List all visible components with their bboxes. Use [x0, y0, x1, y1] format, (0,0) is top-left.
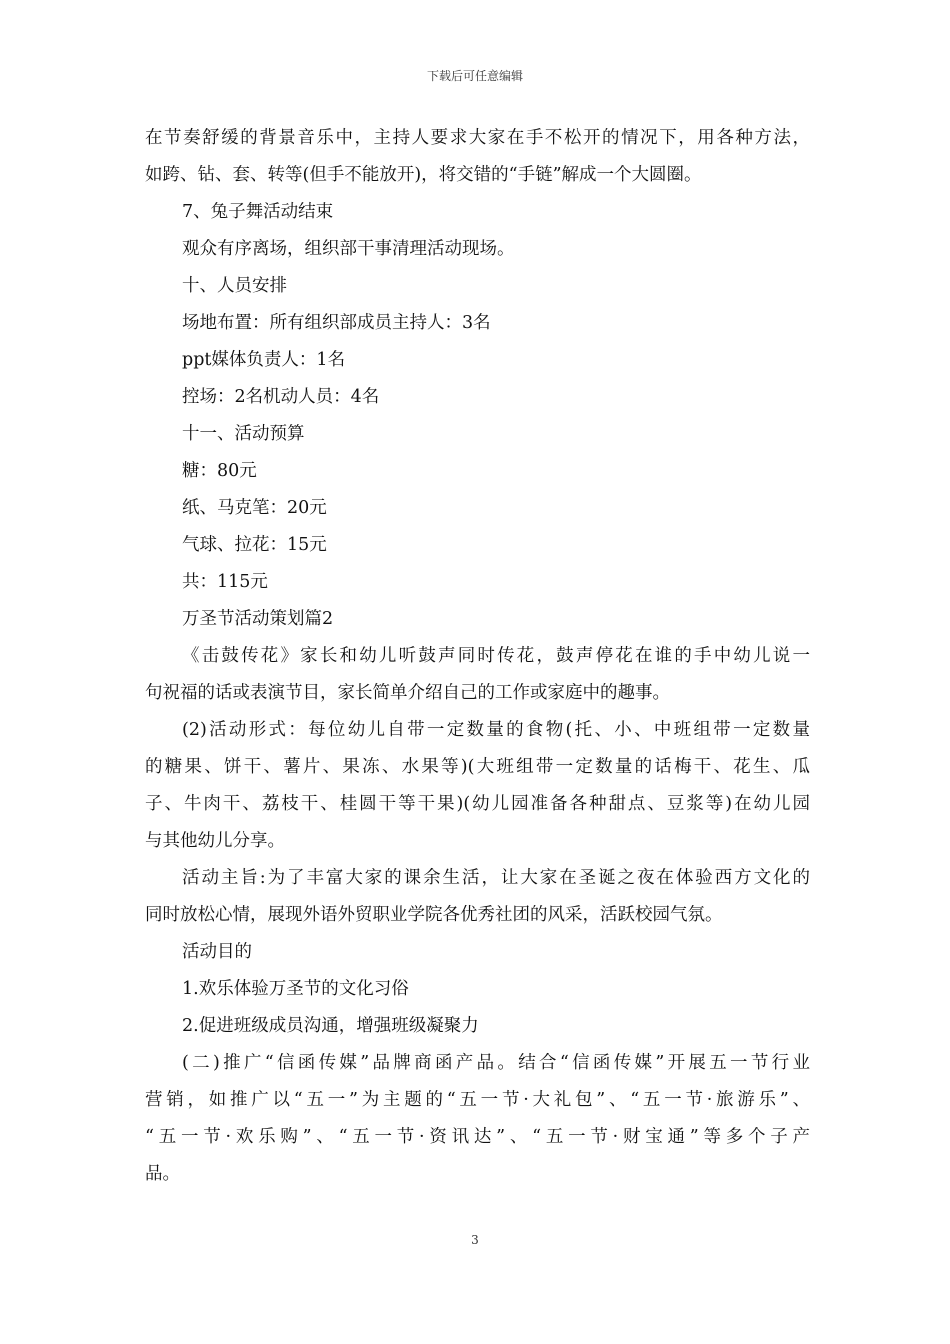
text-line: 纸、马克笔：20元 — [182, 498, 327, 518]
text-line: 活动目的 — [182, 942, 252, 962]
text-line: 场地布置：所有组织部成员主持人：3名 — [182, 313, 491, 333]
text-line: 控场：2名机动人员：4名 — [182, 387, 380, 407]
text-line: 营销，如推广以“五一”为主题的“五一节·大礼包”、“五一节·旅游乐”、 — [145, 1090, 810, 1110]
text-line: 句祝福的话或表演节目，家长简单介绍自己的工作或家庭中的趣事。 — [145, 683, 670, 703]
text-line: 观众有序离场，组织部干事清理活动现场。 — [182, 239, 515, 259]
text-line: 的糖果、饼干、薯片、果冻、水果等)(大班组带一定数量的话梅干、花生、瓜 — [145, 757, 810, 777]
text-line: 子、牛肉干、荔枝干、桂圆干等干果)(幼儿园准备各种甜点、豆浆等)在幼儿园 — [145, 794, 810, 814]
page-number: 3 — [471, 1233, 479, 1247]
text-line: 7、兔子舞活动结束 — [182, 202, 334, 222]
text-line: 糖：80元 — [182, 461, 257, 481]
text-line: 同时放松心情，展现外语外贸职业学院各优秀社团的风采，活跃校园气氛。 — [145, 905, 723, 925]
text-line: 品。 — [145, 1164, 180, 1184]
text-line: 如跨、钻、套、转等(但手不能放开)，将交错的“手链”解成一个大圆圈。 — [145, 165, 702, 185]
text-line: ppt媒体负责人：1名 — [182, 350, 346, 370]
text-line: 2.促进班级成员沟通，增强班级凝聚力 — [182, 1016, 479, 1036]
text-line: 万圣节活动策划篇2 — [182, 609, 334, 629]
text-line: 1.欢乐体验万圣节的文化习俗 — [182, 979, 409, 999]
text-line: 在节奏舒缓的背景音乐中，主持人要求大家在手不松开的情况下，用各种方法， — [145, 128, 810, 148]
document-body — [145, 120, 810, 1193]
text-line: (2)活动形式：每位幼儿自带一定数量的食物(托、小、中班组带一定数量 — [182, 720, 810, 740]
text-line: 活动主旨:为了丰富大家的课余生活，让大家在圣诞之夜在体验西方文化的 — [182, 868, 810, 888]
text-line: (二)推广“信函传媒”品牌商函产品。结合“信函传媒”开展五一节行业 — [182, 1053, 810, 1073]
text-line: 气球、拉花：15元 — [182, 535, 327, 555]
text-line: “五一节·欢乐购”、“五一节·资讯达”、“五一节·财宝通”等多个子产 — [145, 1127, 810, 1147]
text-line: 十、人员安排 — [182, 276, 287, 296]
text-line: 共：115元 — [182, 572, 268, 592]
text-line: 十一、活动预算 — [182, 424, 305, 444]
text-line: 与其他幼儿分享。 — [145, 831, 285, 851]
page-header: 下载后可任意编辑 — [426, 69, 523, 83]
text-line: 《击鼓传花》家长和幼儿听鼓声同时传花，鼓声停花在谁的手中幼儿说一 — [182, 646, 810, 666]
